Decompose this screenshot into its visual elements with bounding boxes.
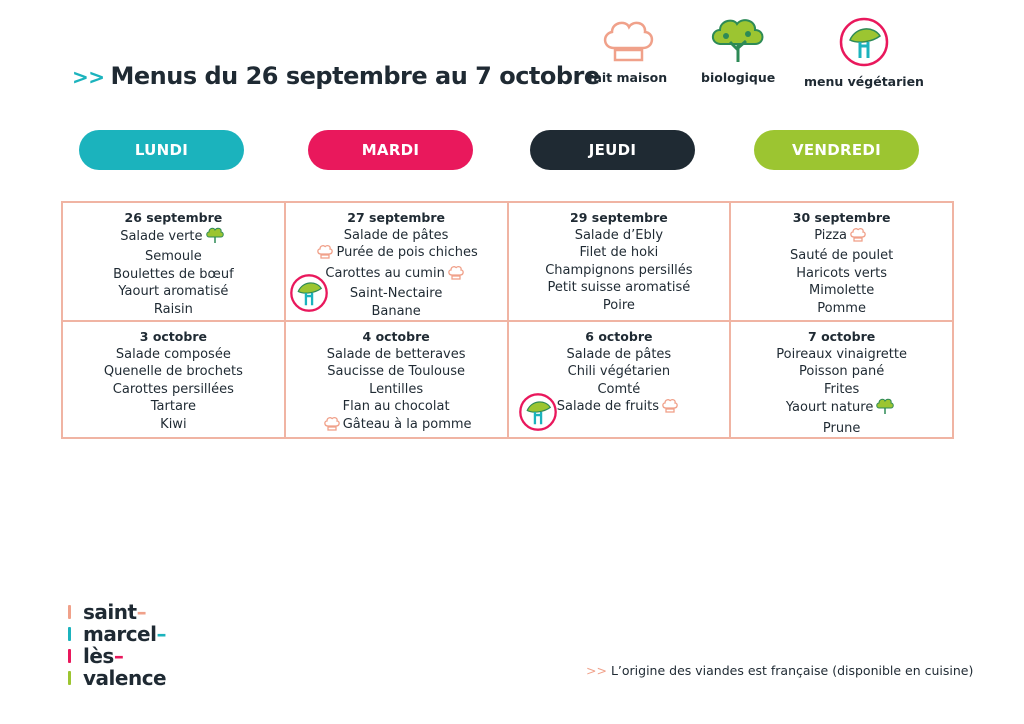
dish: Salade de pâtes xyxy=(343,227,449,243)
dish-label: Gâteau à la pomme xyxy=(342,416,472,432)
dish: Quenelle de brochets xyxy=(103,364,243,379)
logo-line: saint xyxy=(83,600,137,624)
dish: Filet de hoki xyxy=(579,245,659,260)
chef-hat-icon xyxy=(598,18,658,64)
day-pill-jeudi: JEUDI xyxy=(530,130,695,170)
dish: Saucisse de Toulouse xyxy=(327,364,466,379)
dish: Salade de pâtes xyxy=(566,346,672,362)
menu-cell-mardi-1 xyxy=(285,202,508,321)
menu-date: 7 octobre xyxy=(808,329,876,344)
dish: Salade de betteraves xyxy=(326,346,466,362)
chef-hat-icon xyxy=(324,417,340,437)
dish: Poisson pané xyxy=(798,364,885,379)
legend-vegetarien xyxy=(804,16,924,89)
dish: Champignons persillés xyxy=(545,262,693,278)
dish: Salade composée xyxy=(115,346,231,362)
chef-hat-icon xyxy=(448,266,464,286)
logo-line: lès xyxy=(83,644,114,668)
title-text: Menus du 26 septembre au 7 octobre xyxy=(110,62,600,90)
dish: Pomme xyxy=(817,300,866,316)
dish xyxy=(67,227,280,249)
dish: Comté xyxy=(597,381,641,397)
tree-icon xyxy=(876,398,894,420)
logo-line: valence xyxy=(83,666,167,690)
legend-label: fait maison xyxy=(588,70,668,85)
menu-date: 26 septembre xyxy=(124,210,223,225)
menu-cell-jeudi-1 xyxy=(508,202,731,321)
dish-label: Purée de pois chiches xyxy=(336,245,478,260)
dish-label: Carottes au cumin xyxy=(325,265,445,281)
menu-cell-vendredi-1 xyxy=(730,202,953,321)
dish: Banane xyxy=(371,303,421,319)
dish xyxy=(290,244,503,265)
dish: Poire xyxy=(602,297,635,313)
town-logo: saint – marcel – lès – valence xyxy=(68,601,166,689)
tree-icon xyxy=(206,227,224,249)
dish: Raisin xyxy=(153,301,193,317)
legend-label: biologique xyxy=(701,70,776,85)
dish: Boulettes de bœuf xyxy=(113,266,234,282)
chef-hat-icon xyxy=(317,245,333,265)
dish: Yaourt aromatisé xyxy=(118,284,229,299)
footer-arrows: >> xyxy=(586,663,607,678)
vegetarian-fork-icon xyxy=(289,273,329,319)
dish: Haricots verts xyxy=(796,265,887,281)
menu-cell-lundi-2 xyxy=(62,321,285,438)
vegetarian-fork-icon xyxy=(838,16,890,68)
dish: Sauté de poulet xyxy=(790,248,894,263)
day-pill-vendredi: VENDREDI xyxy=(754,130,919,170)
chef-hat-icon xyxy=(850,228,866,248)
menu-date: 30 septembre xyxy=(792,210,891,225)
title-arrows: >> xyxy=(72,65,105,89)
menu-date: 3 octobre xyxy=(139,329,207,344)
dish: Kiwi xyxy=(160,416,187,432)
footer-note xyxy=(586,663,973,678)
dish: Saint-Nectaire xyxy=(349,286,443,301)
logo-line: marcel xyxy=(83,622,157,646)
dish-label: Pizza xyxy=(814,227,848,243)
dish: Mimolette xyxy=(809,283,875,298)
table-row xyxy=(62,202,953,321)
menu-cell-mardi-2 xyxy=(285,321,508,438)
dish xyxy=(735,227,948,248)
dish-label: Salade verte xyxy=(120,228,203,244)
tree-icon xyxy=(706,16,770,64)
day-pill-mardi: MARDI xyxy=(308,130,473,170)
page-title xyxy=(72,62,600,90)
menu-date: 4 octobre xyxy=(362,329,430,344)
legend-label: menu végétarien xyxy=(804,74,924,89)
dish: Flan au chocolat xyxy=(342,399,450,414)
vegetarian-fork-icon xyxy=(518,392,558,438)
dish: Poireaux vinaigrette xyxy=(776,346,907,362)
chef-hat-icon xyxy=(662,399,678,419)
dish: Semoule xyxy=(145,249,202,264)
dish: Carottes persillées xyxy=(112,381,234,397)
menu-table xyxy=(61,201,954,439)
menu-cell-jeudi-2 xyxy=(508,321,731,438)
legend-fait-maison xyxy=(588,18,667,85)
dish: Tartare xyxy=(150,399,196,414)
dish-label: Salade de fruits xyxy=(556,399,659,414)
dish: Prune xyxy=(822,420,861,436)
dish xyxy=(735,398,948,420)
dish: Lentilles xyxy=(369,381,424,397)
footer-text: L’origine des viandes est française (disponible en cuisine) xyxy=(610,663,974,678)
menu-cell-lundi-1 xyxy=(62,202,285,321)
menu-date: 27 septembre xyxy=(347,210,445,225)
menu-date: 29 septembre xyxy=(570,210,668,225)
dish-label: Yaourt nature xyxy=(785,400,874,415)
day-pill-lundi: LUNDI xyxy=(79,130,244,170)
dish: Petit suisse aromatisé xyxy=(547,280,691,295)
dish: Salade d’Ebly xyxy=(574,227,664,243)
dish: Frites xyxy=(823,381,860,397)
menu-date: 6 octobre xyxy=(585,329,653,344)
dish xyxy=(290,416,503,437)
legend-biologique xyxy=(701,16,775,85)
table-row xyxy=(62,321,953,438)
dish: Chili végétarien xyxy=(567,364,671,379)
menu-cell-vendredi-2 xyxy=(730,321,953,438)
